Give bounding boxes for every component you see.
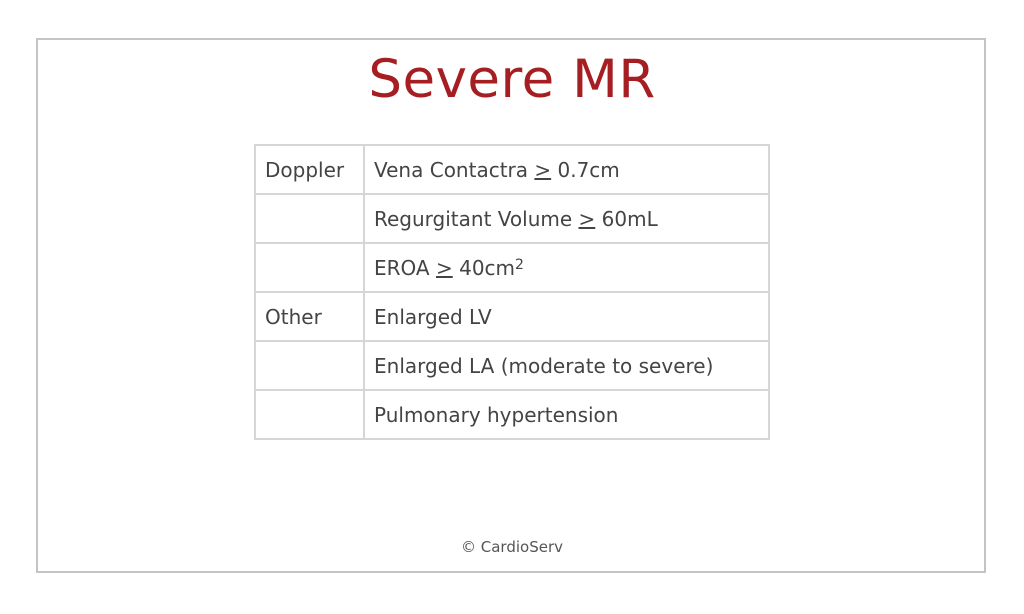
category-cell: [255, 390, 364, 439]
table-row: [255, 390, 769, 439]
page-title: Severe MR: [368, 49, 656, 110]
category-cell: [255, 194, 364, 243]
criterion-cell: [364, 194, 769, 243]
criteria-table: [254, 144, 770, 440]
criterion-value: 40cm: [452, 255, 516, 280]
category-cell: [255, 341, 364, 390]
criterion-text: Pulmonary hypertension: [374, 402, 619, 427]
criterion-cell: [364, 145, 769, 194]
criterion-cell: [364, 243, 769, 292]
table-row: [255, 341, 769, 390]
greater-equal-symbol: >: [435, 255, 453, 280]
criterion-cell: [364, 292, 769, 341]
criterion-text: Vena Contactra: [374, 157, 535, 182]
criterion-value: 60mL: [595, 206, 658, 231]
category-cell: Other: [255, 292, 364, 341]
criterion-value: 0.7cm: [551, 157, 620, 182]
criterion-cell: [364, 390, 769, 439]
table-row: [255, 194, 769, 243]
table-row: [255, 292, 769, 341]
greater-equal-symbol: >: [534, 157, 552, 182]
criterion-text: Enlarged LV: [374, 304, 492, 329]
category-cell: [255, 243, 364, 292]
table-row: [255, 243, 769, 292]
criterion-text: EROA: [374, 255, 436, 280]
table-row: [255, 145, 769, 194]
greater-equal-symbol: >: [578, 206, 596, 231]
criterion-text: Enlarged LA (moderate to severe): [374, 353, 714, 378]
copyright-notice: © CardioServ: [461, 538, 563, 556]
criterion-cell: [364, 341, 769, 390]
criterion-text: Regurgitant Volume: [374, 206, 579, 231]
category-cell: Doppler: [255, 145, 364, 194]
superscript: 2: [515, 256, 524, 273]
